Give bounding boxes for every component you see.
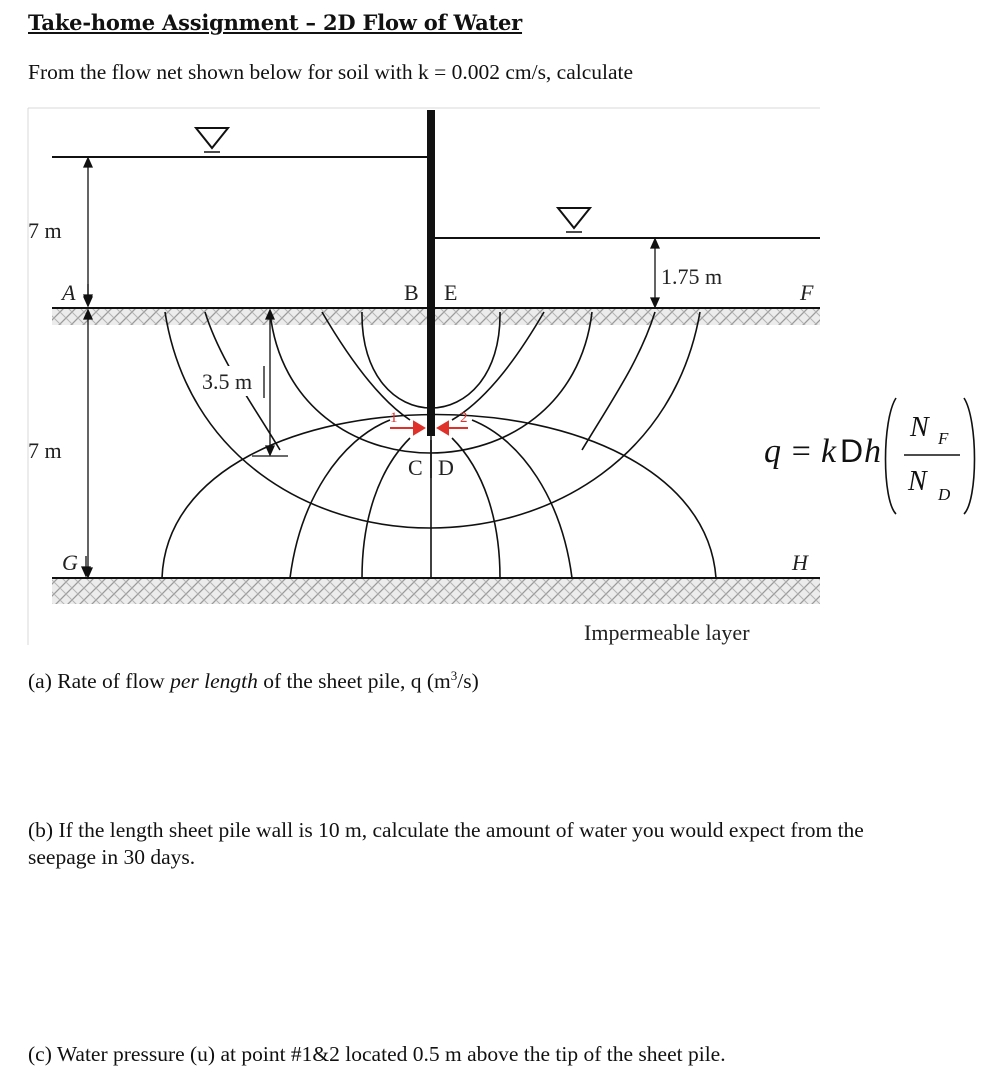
eq-delta: D <box>840 433 864 469</box>
dimension-7m-bottom <box>84 310 92 577</box>
label-H: H <box>792 550 808 575</box>
label-F: F <box>800 280 814 305</box>
dim-7m-bottom-label: 7 m <box>28 438 62 463</box>
question-a-pre: (a) Rate of flow <box>28 669 171 693</box>
dim-3-5m-label: 3.5 m <box>202 369 253 394</box>
upstream-water-symbol <box>196 128 228 152</box>
page-title: Take-home Assignment – 2D Flow of Water <box>28 10 523 35</box>
label-A: A <box>62 280 76 305</box>
question-c: (c) Water pressure (u) at point #1&2 located 0.5 m above the tip of the sheet pile. <box>28 1042 726 1066</box>
dim-1-75m-label: 1.75 m <box>661 264 723 289</box>
eq-lhs: q = k <box>764 433 837 470</box>
question-a <box>28 668 479 695</box>
dim-7m-top-label: 7 m <box>28 218 62 243</box>
eq-num-sub: F <box>938 429 949 448</box>
problem-intro: From the flow net shown below for soil with k = 0.002 cm/s, calculate <box>28 60 634 84</box>
label-G: G <box>62 550 78 575</box>
question-a-italic: per length <box>170 669 258 693</box>
question-b: (b) If the length sheet pile wall is 10 m, calculate the amount of water you would expect from the seepage in 30 days. <box>28 818 864 869</box>
point-1-label: 1 <box>390 410 398 426</box>
label-E: E <box>444 280 458 305</box>
impermeable-layer-hatch <box>52 578 820 604</box>
eq-den: N <box>908 466 927 497</box>
eq-den-sub: D <box>938 485 951 504</box>
question-a-mid: of the sheet pile, q (m <box>257 669 451 693</box>
dimension-7m-top <box>84 158 92 306</box>
question-a-sup: 3 <box>450 668 458 683</box>
flow-rate-equation <box>764 398 975 514</box>
impermeable-layer-label: Impermeable layer <box>584 620 750 645</box>
question-a-post: /s) <box>457 669 479 693</box>
sheet-pile <box>427 110 435 436</box>
label-D: D <box>438 455 454 480</box>
dimension-1-75m <box>651 239 659 307</box>
eq-h: h <box>864 433 881 470</box>
eq-num: N <box>910 412 929 443</box>
flow-lines <box>162 312 716 578</box>
point-2-label: 2 <box>460 410 468 426</box>
label-B: B <box>404 280 419 305</box>
label-C: C <box>408 455 423 480</box>
downstream-water-symbol <box>558 208 590 232</box>
